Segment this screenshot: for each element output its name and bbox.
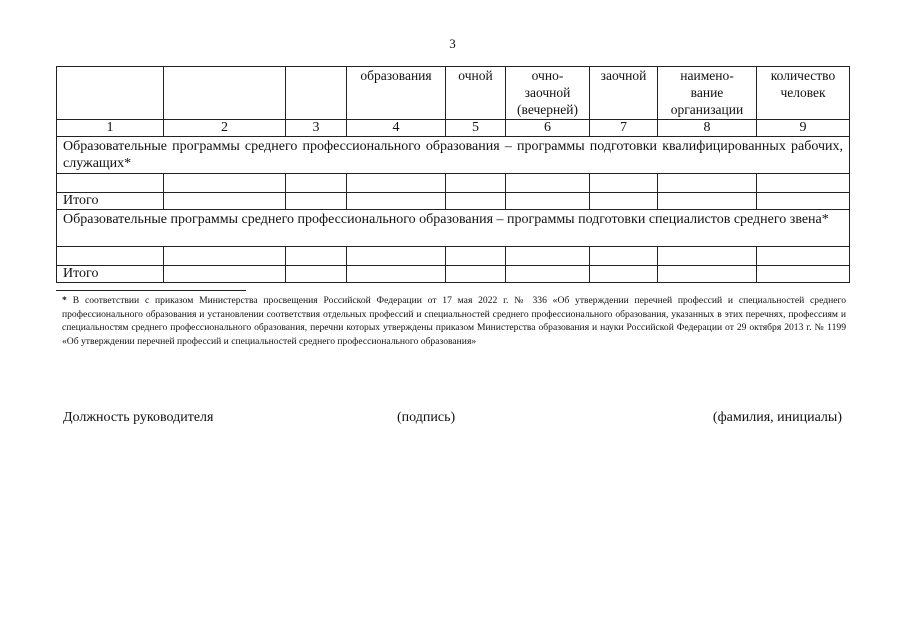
total-label: Итого (57, 193, 164, 210)
column-number-cell: 5 (446, 120, 506, 137)
footnote-divider (56, 290, 246, 291)
page-number: 3 (449, 36, 456, 51)
footnote-marker: * (62, 295, 67, 306)
total-label: Итого (57, 266, 164, 283)
column-number-cell: 8 (658, 120, 757, 137)
table-cell (347, 266, 446, 283)
header-cell (57, 67, 164, 120)
table-cell (286, 193, 347, 210)
table-cell (757, 174, 850, 193)
table-cell (658, 247, 757, 266)
table-cell (347, 193, 446, 210)
column-number-cell: 1 (57, 120, 164, 137)
table-header-row (57, 67, 850, 120)
signature-label: (подпись) (397, 410, 456, 425)
table-cell (446, 247, 506, 266)
header-cell: наимено- вание организации (658, 67, 757, 120)
data-table (56, 66, 850, 283)
table-cell (446, 266, 506, 283)
header-cell: образования (347, 67, 446, 120)
section-row (57, 137, 850, 174)
header-cell: количество человек (757, 67, 850, 120)
header-cell: очной (446, 67, 506, 120)
table-cell (590, 266, 658, 283)
table-cell (590, 247, 658, 266)
total-row (57, 193, 850, 210)
table-cell (506, 174, 590, 193)
table-cell (164, 193, 286, 210)
table-cell (164, 247, 286, 266)
table-cell (164, 266, 286, 283)
total-row (57, 266, 850, 283)
column-number-row (57, 120, 850, 137)
table-cell (757, 247, 850, 266)
column-number-cell: 4 (347, 120, 446, 137)
table-cell (757, 193, 850, 210)
column-number-cell: 7 (590, 120, 658, 137)
position-label: Должность руководителя (63, 410, 214, 425)
table-cell (286, 247, 347, 266)
table-cell (446, 174, 506, 193)
table-cell (286, 174, 347, 193)
name-label: (фамилия, инициалы) (712, 410, 842, 425)
table-cell (57, 247, 164, 266)
table-cell (57, 174, 164, 193)
section-row (57, 210, 850, 247)
table-cell (506, 193, 590, 210)
footnote-text: В соответствии с приказом Министерства просвещения Российской Федерации от 17 мая 2022 г. № 336 «Об утверждении перечней профессий и специальностей среднего профессионального образования и установлении соответствия отдельных профессий и специальностей среднего профессионального образования, указанных в этих перечнях, профессиям и специальностям среднего профессионального образования, перечни которых утверждены приказом Министерства образования и науки Российской Федерации от 29 октября 2013 г. № 1199 «Об утверждении перечней профессий и специальностей среднего профессионального образования» (62, 295, 846, 348)
table-cell (446, 193, 506, 210)
table-cell (506, 247, 590, 266)
table-row (57, 174, 850, 193)
table-cell (347, 247, 446, 266)
table-cell (658, 174, 757, 193)
footnote (62, 294, 846, 349)
column-number-cell: 9 (757, 120, 850, 137)
column-number-cell: 2 (164, 120, 286, 137)
table-cell (347, 174, 446, 193)
header-cell (164, 67, 286, 120)
table-cell (757, 266, 850, 283)
table-cell (590, 193, 658, 210)
header-cell: заочной (590, 67, 658, 120)
header-cell (286, 67, 347, 120)
table-cell (164, 174, 286, 193)
section-title: Образовательные программы среднего профессионального образования – программы подготовки квалифицированных рабочих, служащих* (57, 137, 850, 174)
table-row (57, 247, 850, 266)
table-cell (506, 266, 590, 283)
table-cell (286, 266, 347, 283)
table-cell (658, 193, 757, 210)
header-cell: очно- заочной (вечерней) (506, 67, 590, 120)
table-cell (658, 266, 757, 283)
table-cell (590, 174, 658, 193)
column-number-cell: 6 (506, 120, 590, 137)
column-number-cell: 3 (286, 120, 347, 137)
section-title: Образовательные программы среднего профессионального образования – программы подготовки специалистов среднего звена* (57, 210, 850, 247)
